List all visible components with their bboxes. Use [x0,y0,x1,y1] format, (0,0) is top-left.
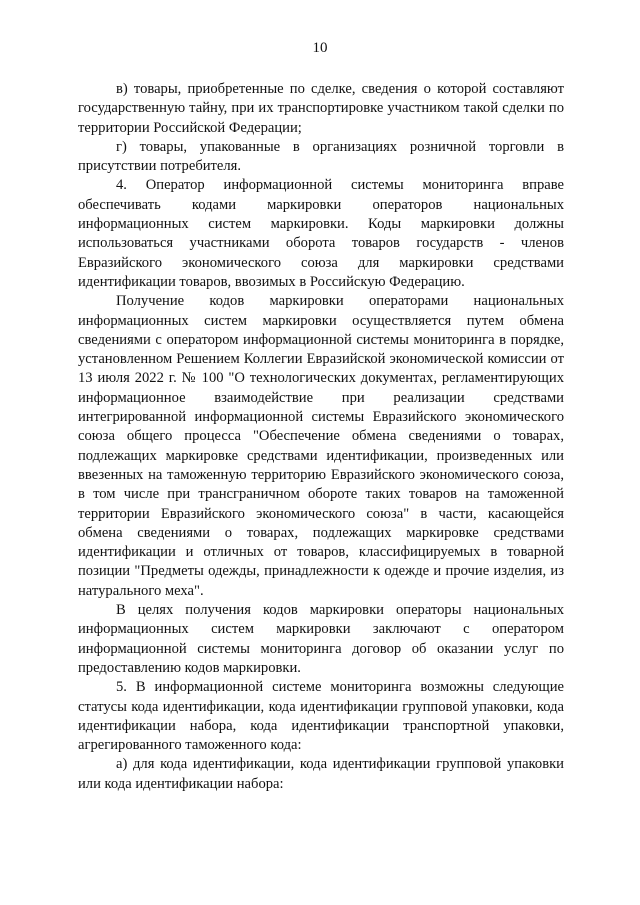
page-number: 10 [312,40,328,56]
paragraph-obtaining-codes: Получение кодов маркировки операторами национальных информационных систем маркировки осуществляется путем обмена сведениями с оператором информационной системы мониторинга в порядке, установленном Решением Коллегии Евразийской экономической комиссии от 13 июля 2022 г. № 100 "О технологических документах, регламентирующих информационное взаимодействие при реализации средствами интегрированной информационной системы Евразийского экономического союза общего процесса "Обеспечение обмена сведениями о товарах, подлежащих маркировке средствами идентификации, произведенных или ввезенных на таможенную территорию Евразийского экономического союза, в том числе при трансграничном обороте таких товаров на таможенной территории Евразийского экономического союза" в части, касающейся обмена сведениями о товарах, подлежащих маркировке средствами идентификации и отличных от товаров, классифицируемых в товарной позиции "Предметы одежды, принадлежности к одежде и прочие изделия, из натурального меха". [78,293,564,599]
document-body [78,80,564,794]
paragraph-item-g: г) товары, упакованные в организациях розничной торговли в присутствии потребителя. [78,138,564,175]
paragraph-contract: В целях получения кодов маркировки операторы национальных информационных систем маркировки заключают с оператором информационной системы мониторинга договор об оказании услуг по предоставлению кодов маркировки. [78,602,564,676]
paragraph-item-v: в) товары, приобретенные по сделке, сведения о которой составляют государственную тайну, при их транспортировке участником такой сделки по территории Российской Федерации; [78,81,564,136]
paragraph-item-a: а) для кода идентификации, кода идентификации групповой упаковки или кода идентификации набора: [78,756,564,792]
paragraph-clause-5: 5. В информационной системе мониторинга возможны следующие статусы кода идентификации, кода идентификации групповой упаковки, кода идентификации набора, кода идентификации транспортной упаковки, агрегированного таможенного кода: [78,679,564,754]
paragraph-clause-4: 4. Оператор информационной системы мониторинга вправе обеспечивать кодами маркировки операторов национальных информационных систем маркировки. Коды маркировки должны использоваться участниками оборота товаров государств - членов Евразийского экономического союза для маркировки средствами идентификации товаров, ввозимых в Российскую Федерацию. [78,177,564,290]
